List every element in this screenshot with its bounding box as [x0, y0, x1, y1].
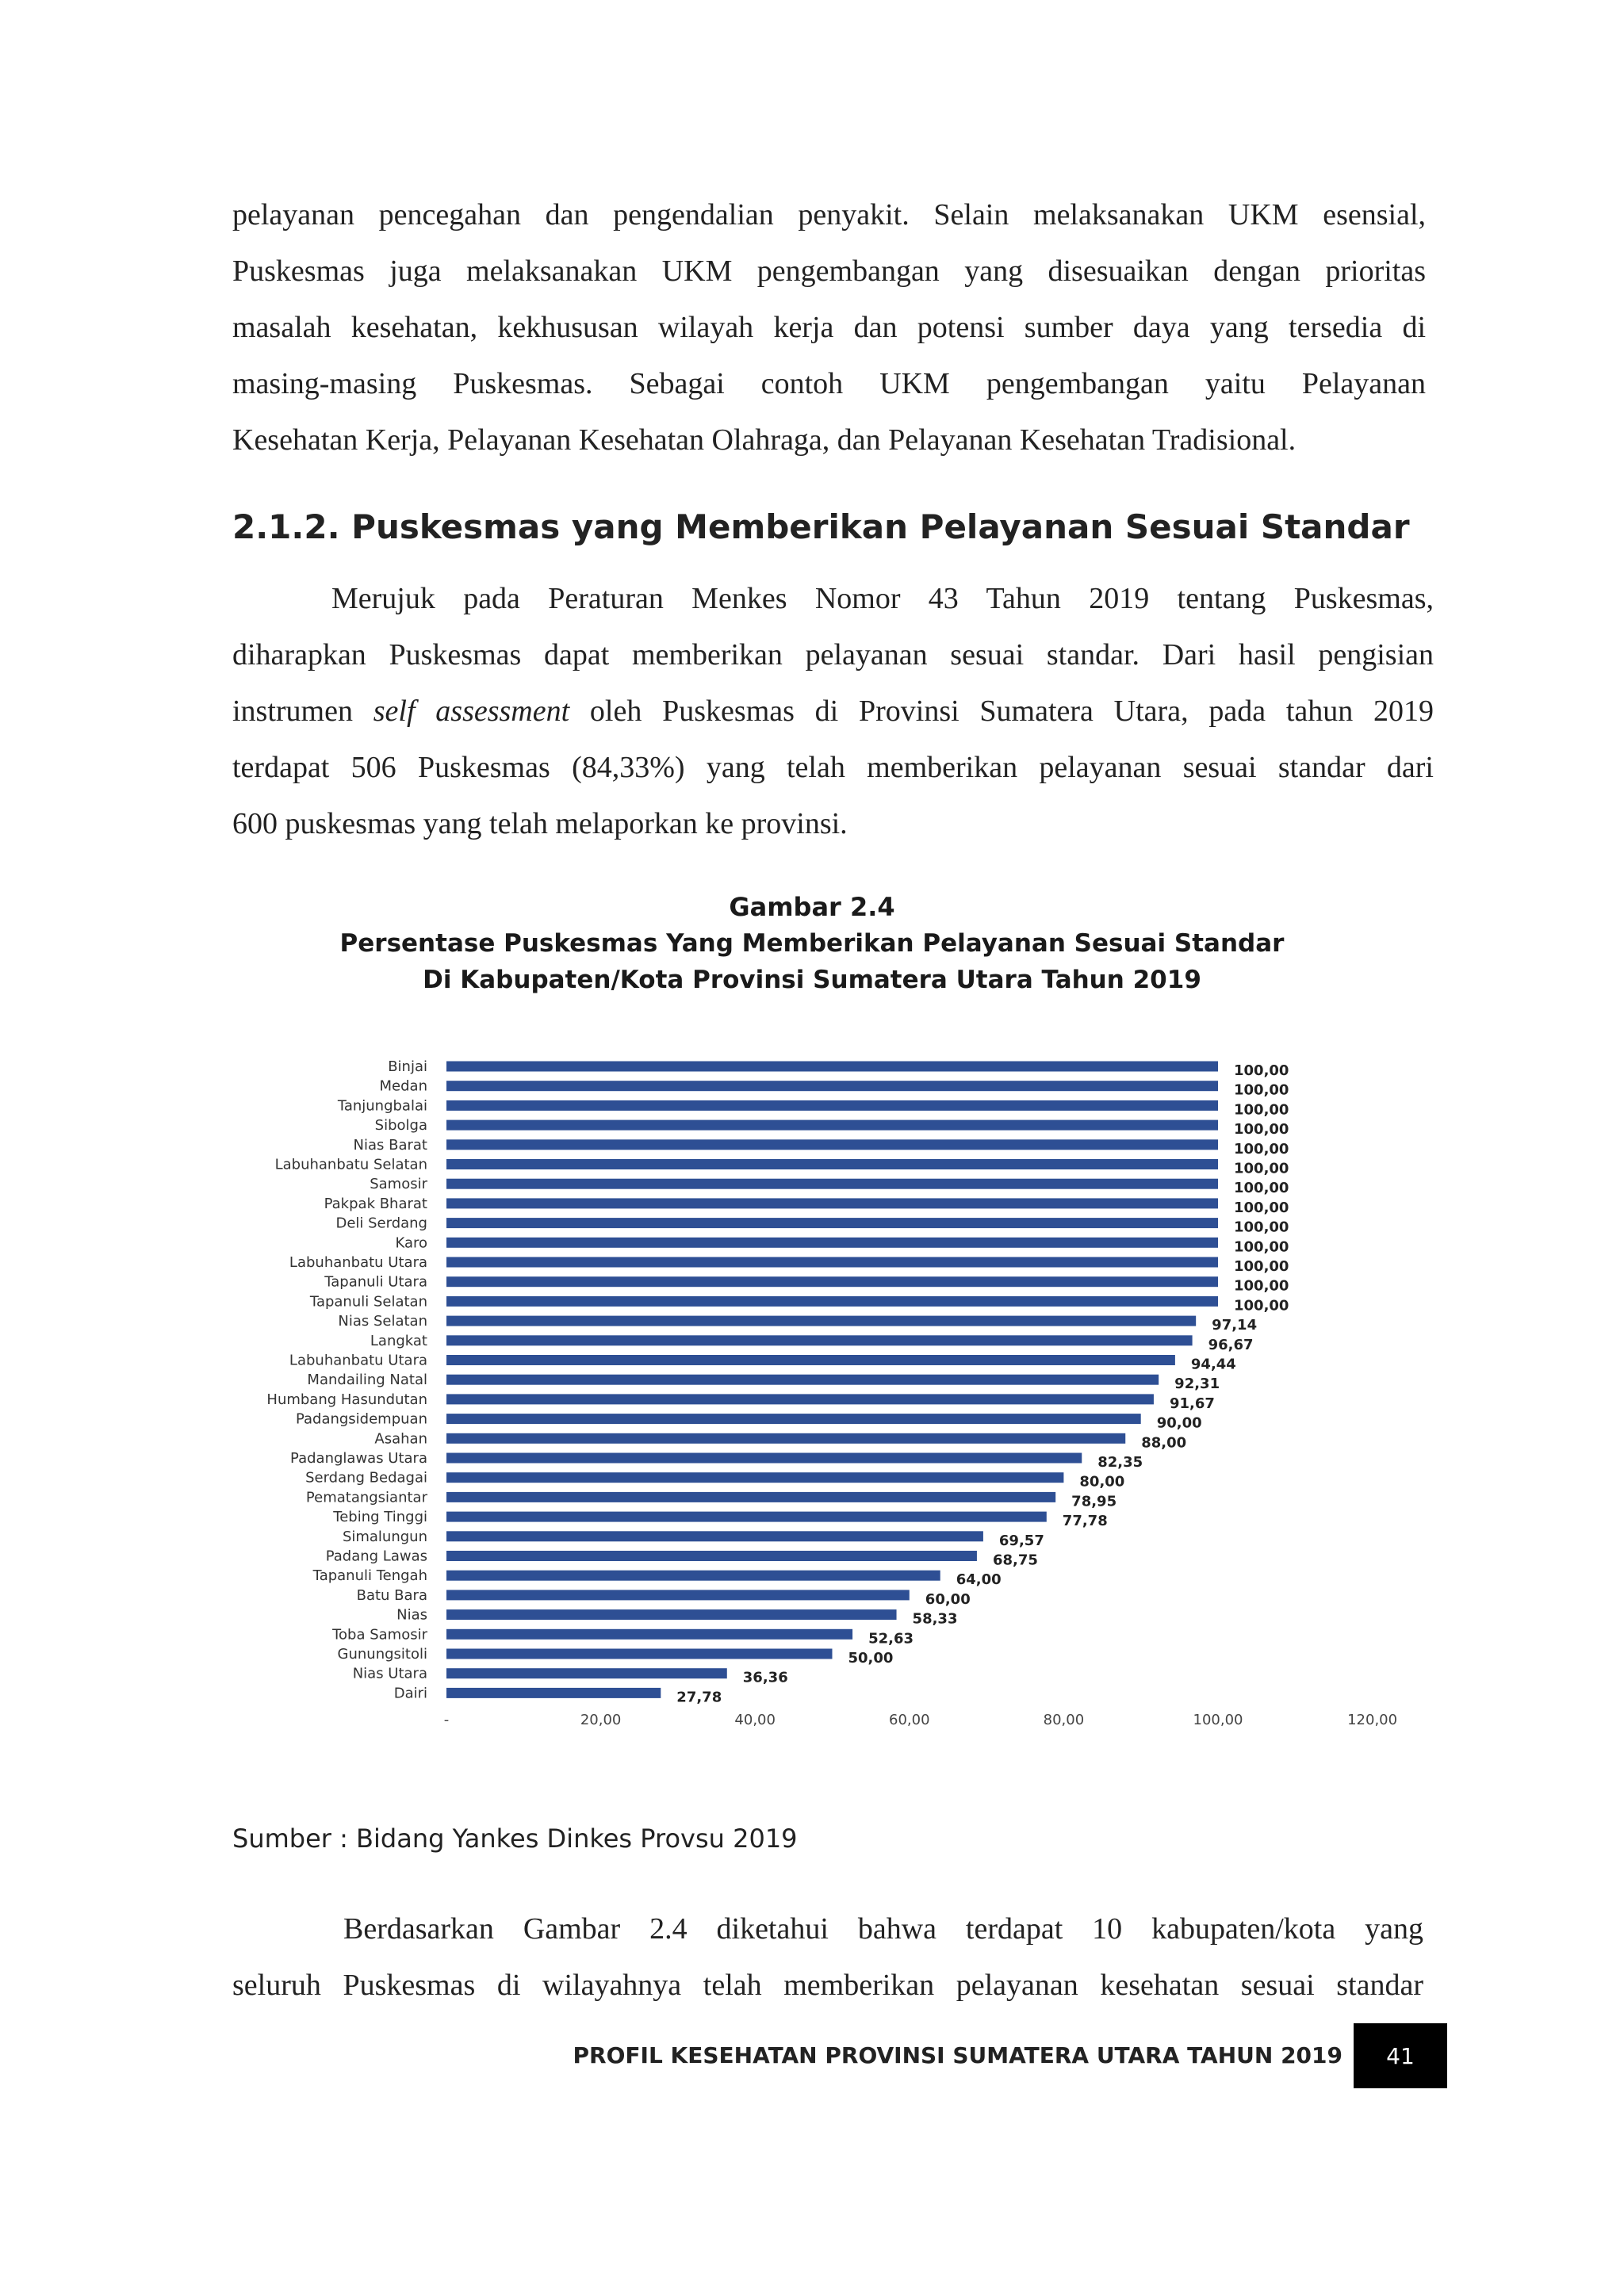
value-label: 100,00 [1234, 1121, 1289, 1138]
bar [446, 1139, 1218, 1150]
figure-title-line2: Di Kabupaten/Kota Provinsi Sumatera Utara Tahun 2019 [423, 966, 1201, 994]
section-text: instrumen [232, 695, 373, 728]
self-assessment-term: self assessment [373, 695, 570, 728]
value-label: 90,00 [1156, 1414, 1202, 1432]
bar [446, 1120, 1218, 1131]
value-label: 82,35 [1097, 1454, 1143, 1471]
bar [446, 1335, 1193, 1345]
intro-line: masalah kesehatan, kekhususan wilayah kerja dan potensi sumber daya yang tersedia di [232, 311, 1426, 344]
x-tick-label: 80,00 [1043, 1712, 1085, 1728]
value-label: 100,00 [1234, 1062, 1289, 1079]
figure-source: Sumber : Bidang Yankes Dinkes Provsu 2019 [232, 1823, 798, 1854]
category-label: Padanglawas Utara [290, 1450, 427, 1467]
category-label: Deli Serdang [335, 1215, 427, 1232]
category-label: Labuhanbatu Selatan [274, 1156, 427, 1173]
category-label: Pematangsiantar [305, 1489, 427, 1506]
bar [446, 1198, 1218, 1208]
section-line: diharapkan Puskesmas dapat memberikan pelayanan sesuai standar. Dari hasil pengisian [232, 638, 1434, 672]
category-label: Dairi [393, 1685, 427, 1702]
x-tick-label: 40,00 [734, 1712, 776, 1728]
section-line: Merujuk pada Peraturan Menkes Nomor 43 Tahun 2019 tentang Puskesmas, [331, 582, 1434, 615]
category-label: Pakpak Bharat [324, 1195, 427, 1212]
category-label: Humbang Hasundutan [266, 1391, 427, 1408]
bar [446, 1375, 1159, 1385]
bar [446, 1688, 661, 1698]
figure-title-line1: Persentase Puskesmas Yang Memberikan Pelayanan Sesuai Standar [339, 929, 1285, 958]
category-label: Tanjungbalai [337, 1097, 427, 1115]
value-label: 80,00 [1079, 1473, 1125, 1490]
value-label: 69,57 [998, 1532, 1044, 1549]
bar [446, 1355, 1175, 1365]
category-label: Tapanuli Tengah [312, 1567, 427, 1585]
value-label: 100,00 [1234, 1140, 1289, 1158]
conclusion-line: seluruh Puskesmas di wilayahnya telah memberikan pelayanan kesehatan sesuai standar [232, 1969, 1423, 2002]
category-label: Samosir [370, 1176, 427, 1193]
conclusion-line: Berdasarkan Gambar 2.4 diketahui bahwa terdapat 10 kabupaten/kota yang [343, 1912, 1423, 1946]
bar [446, 1179, 1218, 1189]
category-label: Medan [379, 1077, 427, 1095]
value-label: 100,00 [1234, 1180, 1289, 1197]
intro-line: Puskesmas juga melaksanakan UKM pengembangan yang disesuaikan dengan prioritas [232, 254, 1426, 288]
bar [446, 1100, 1218, 1111]
bar [446, 1433, 1125, 1444]
value-label: 92,31 [1174, 1376, 1220, 1393]
category-label: Simalungun [342, 1528, 427, 1545]
category-label: Batu Bara [356, 1586, 427, 1604]
bar [446, 1081, 1218, 1091]
category-label: Tebing Tinggi [333, 1509, 427, 1526]
value-label: 100,00 [1234, 1297, 1289, 1314]
value-label: 96,67 [1208, 1336, 1254, 1353]
value-label: 68,75 [992, 1552, 1038, 1569]
category-label: Langkat [370, 1332, 427, 1349]
value-label: 100,00 [1234, 1199, 1289, 1216]
category-label: Binjai [388, 1058, 427, 1075]
bar [446, 1062, 1218, 1072]
value-label: 100,00 [1234, 1238, 1289, 1256]
bar [446, 1492, 1055, 1502]
x-tick-label: 20,00 [580, 1712, 622, 1728]
category-label: Toba Samosir [332, 1626, 427, 1644]
x-tick-label: 100,00 [1193, 1712, 1243, 1728]
value-label: 77,78 [1062, 1513, 1108, 1530]
figure-number: Gambar 2.4 [729, 892, 895, 922]
section-text: oleh Puskesmas di Provinsi Sumatera Utara, pada tahun 2019 [569, 695, 1434, 728]
bar [446, 1218, 1218, 1228]
category-label: Asahan [374, 1430, 427, 1448]
category-label: Padang Lawas [325, 1548, 427, 1565]
intro-line: pelayanan pencegahan dan pengendalian penyakit. Selain melaksanakan UKM esensial, [232, 198, 1426, 232]
category-label: Nias Selatan [338, 1313, 427, 1330]
x-tick-label: - [443, 1712, 450, 1728]
category-label: Nias [396, 1606, 427, 1624]
value-label: 78,95 [1071, 1493, 1117, 1510]
bar [446, 1159, 1218, 1169]
footer-title: PROFIL KESEHATAN PROVINSI SUMATERA UTARA TAHUN 2019 [573, 2042, 1342, 2068]
category-label: Gunungsitoli [337, 1646, 427, 1663]
category-label: Tapanuli Utara [324, 1273, 427, 1291]
value-label: 60,00 [925, 1590, 971, 1608]
value-label: 100,00 [1234, 1219, 1289, 1236]
value-label: 100,00 [1234, 1258, 1289, 1275]
bar [446, 1276, 1218, 1287]
value-label: 64,00 [956, 1571, 1002, 1589]
value-label: 27,78 [676, 1689, 722, 1706]
x-tick-label: 120,00 [1347, 1712, 1398, 1728]
bar [446, 1512, 1047, 1522]
category-label: Labuhanbatu Utara [289, 1352, 427, 1369]
value-label: 36,36 [742, 1669, 788, 1686]
bar [446, 1629, 852, 1640]
bar [446, 1257, 1218, 1268]
conclusion-paragraph [232, 1901, 1423, 2014]
bar [446, 1531, 983, 1541]
bar [446, 1316, 1196, 1326]
value-label: 50,00 [848, 1650, 894, 1667]
value-label: 58,33 [912, 1610, 958, 1628]
value-label: 91,67 [1169, 1395, 1215, 1412]
value-label: 100,00 [1234, 1160, 1289, 1177]
section-line: 600 puskesmas yang telah melaporkan ke provinsi. [232, 807, 848, 840]
bar [446, 1394, 1154, 1404]
bar [446, 1649, 833, 1659]
bar [446, 1238, 1218, 1248]
value-label: 100,00 [1234, 1101, 1289, 1119]
value-label: 88,00 [1141, 1434, 1187, 1452]
category-label: Tapanuli Selatan [309, 1293, 427, 1311]
category-label: Karo [395, 1234, 427, 1252]
category-label: Mandailing Natal [307, 1372, 427, 1389]
section-heading: 2.1.2. Puskesmas yang Memberikan Pelayanan Sesuai Standar [232, 507, 1410, 546]
bar [446, 1453, 1082, 1464]
category-label: Nias Utara [352, 1665, 427, 1682]
category-label: Nias Barat [353, 1136, 427, 1154]
bar [446, 1609, 897, 1620]
page-number [1354, 2023, 1447, 2088]
value-label: 94,44 [1190, 1356, 1236, 1373]
value-label: 97,14 [1212, 1317, 1258, 1334]
page-number-text: 41 [1386, 2042, 1415, 2069]
category-label: Labuhanbatu Utara [289, 1254, 427, 1271]
bar [446, 1590, 910, 1600]
intro-line: Kesehatan Kerja, Pelayanan Kesehatan Olahraga, dan Pelayanan Kesehatan Tradisional. [232, 423, 1297, 457]
bar [446, 1668, 727, 1678]
value-label: 52,63 [868, 1630, 914, 1647]
category-label: Serdang Bedagai [305, 1469, 427, 1487]
value-label: 100,00 [1234, 1277, 1289, 1295]
bar [446, 1296, 1218, 1307]
bar [446, 1472, 1063, 1483]
category-label: Padangsidempuan [295, 1410, 427, 1428]
value-label: 100,00 [1234, 1081, 1289, 1099]
bar [446, 1551, 977, 1561]
category-label: Sibolga [374, 1117, 427, 1135]
bar [446, 1571, 940, 1581]
bar [446, 1414, 1141, 1424]
intro-line: masing-masing Puskesmas. Sebagai contoh UKM pengembangan yaitu Pelayanan [232, 367, 1426, 400]
x-tick-label: 60,00 [889, 1712, 930, 1728]
section-line: terdapat 506 Puskesmas (84,33%) yang telah memberikan pelayanan sesuai standar dari [232, 751, 1434, 784]
